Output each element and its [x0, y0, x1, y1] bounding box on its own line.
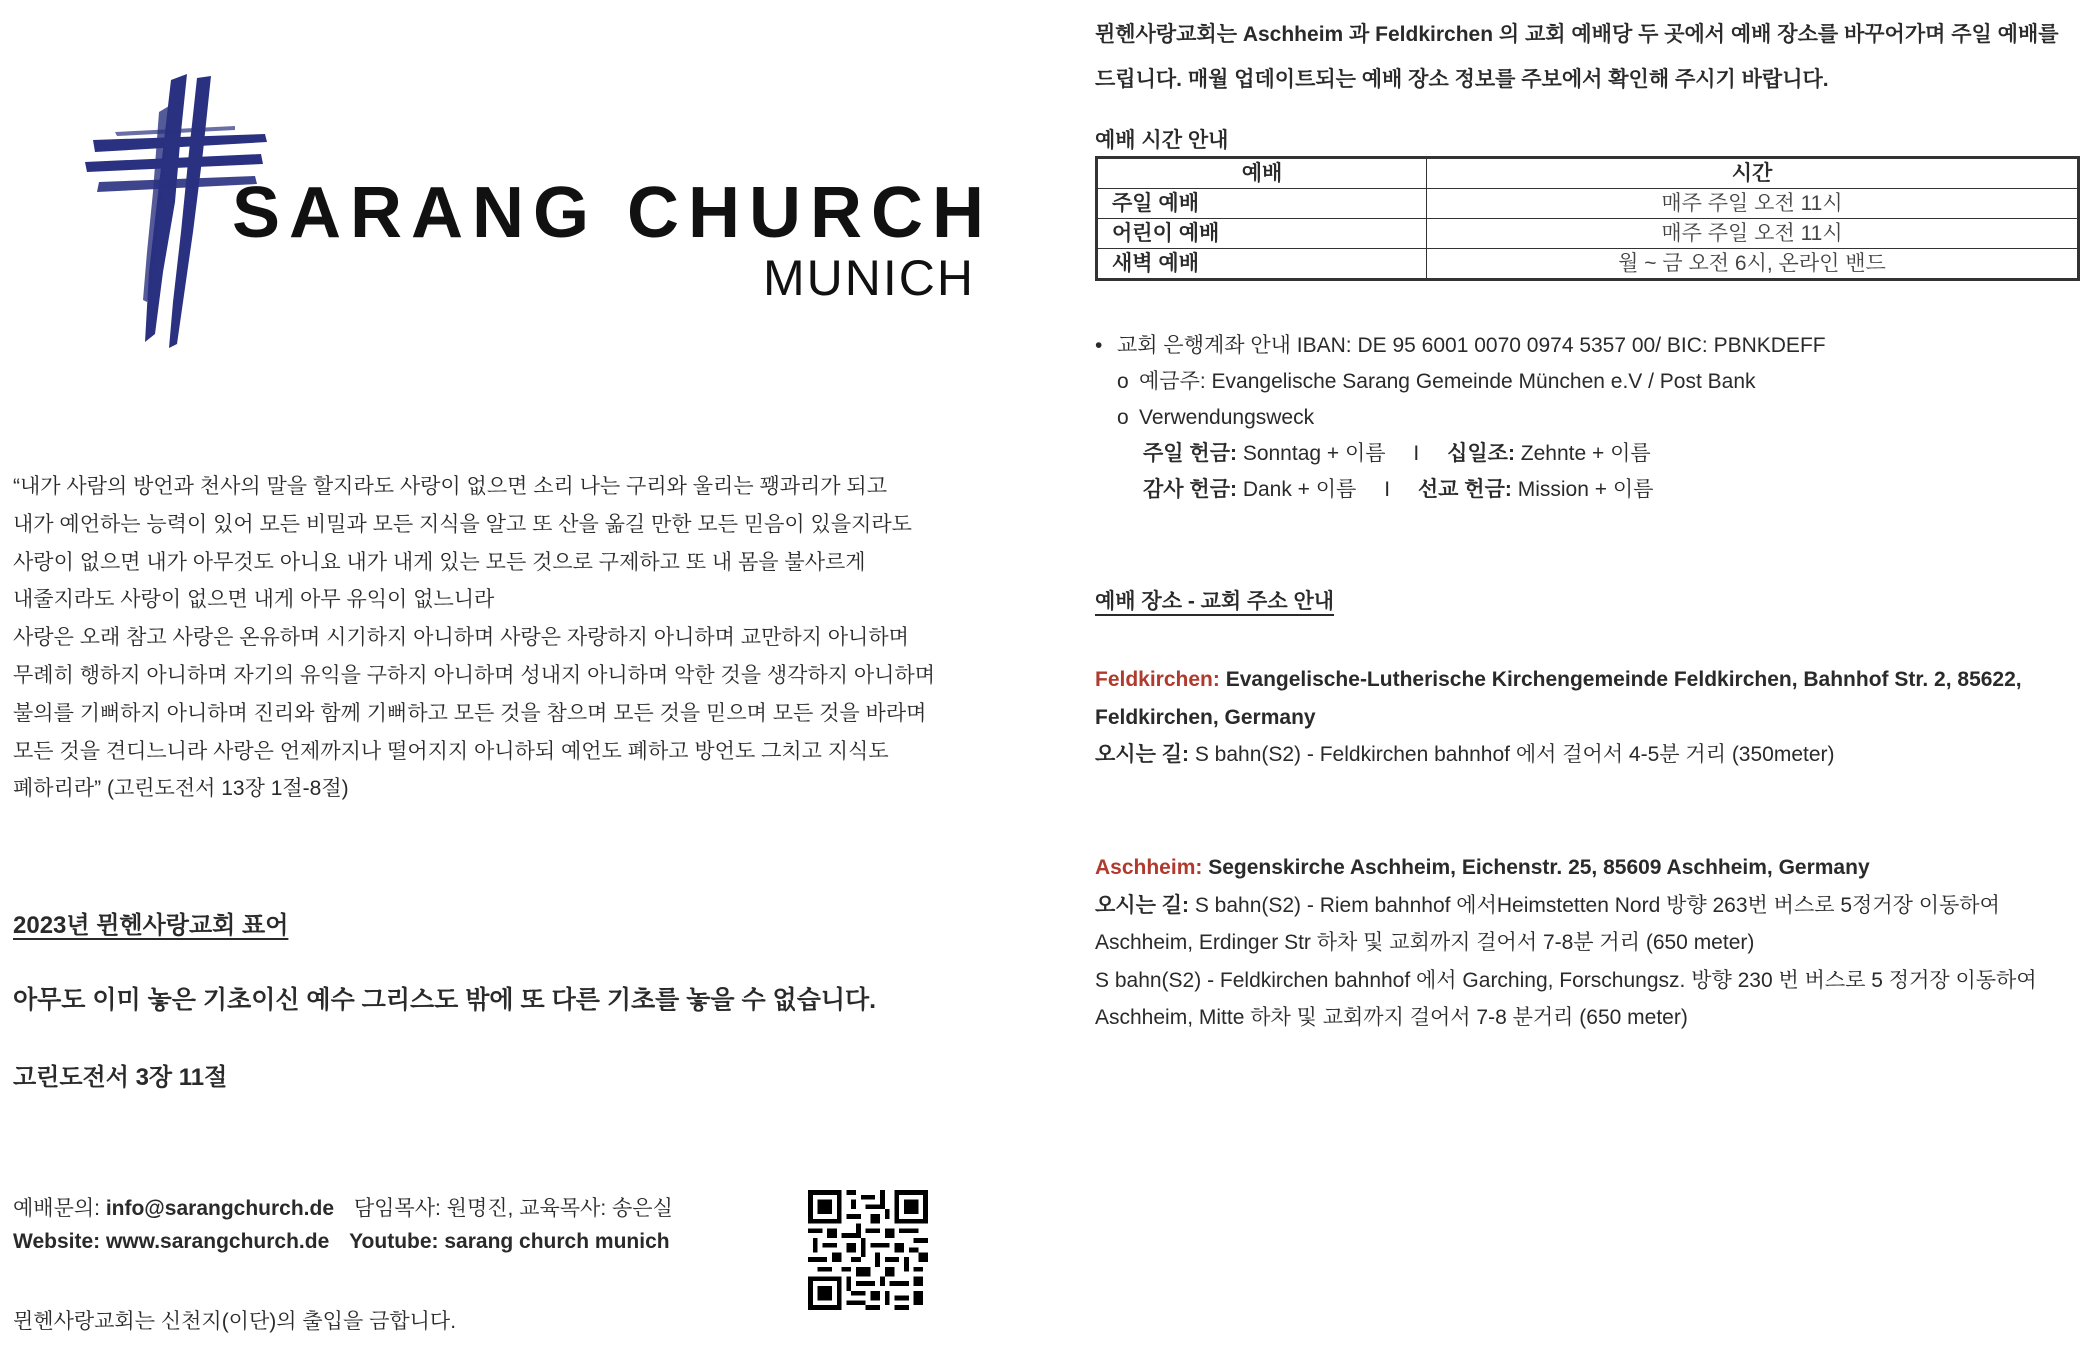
- service-name: 주일 예배: [1097, 189, 1427, 219]
- contact-line-2: [13, 1230, 670, 1254]
- logo-title: SARANG CHURCH: [232, 173, 993, 253]
- table-row: [1097, 249, 2079, 280]
- website-link[interactable]: www.sarangchurch.de: [105, 1230, 330, 1253]
- verse-line: 무례히 행하지 아니하며 자기의 유익을 구하지 아니하며 성내지 아니하며 악한 것을 생각하지 아니하며: [13, 663, 936, 687]
- offering-value: Zehnte + 이름: [1514, 442, 1651, 465]
- notice-text: 뮌헨사랑교회는 신천지(이단)의 출입을 금합니다.: [13, 1310, 457, 1333]
- location-address-cont: Feldkirchen, Germany: [1095, 705, 1316, 729]
- verse-line: 내줄지라도 사랑이 없으면 내게 아무 유익이 없느니라: [13, 588, 495, 612]
- bible-verse: [13, 468, 998, 808]
- motto-text: 아무도 이미 놓은 기초이신 예수 그리스도 밖에 또 다른 기초를 놓을 수 없습니다.: [13, 986, 877, 1014]
- table-row: [1097, 189, 2079, 219]
- contact-line-1: [13, 1192, 673, 1222]
- location-name: Feldkirchen:: [1095, 668, 1220, 691]
- intro-text: [1095, 12, 2085, 102]
- sub-bullet-icon: o: [1117, 370, 1129, 393]
- table-row: [1097, 219, 2079, 249]
- directions-label: 오시는 길:: [1095, 743, 1189, 766]
- offering-label: 십일조:: [1447, 442, 1515, 465]
- qr-code-icon[interactable]: [808, 1190, 928, 1310]
- address-line: [1095, 699, 2080, 737]
- location-feldkirchen: [1095, 661, 2080, 774]
- verse-line: 모든 것을 견디느니라 사랑은 언제까지나 떨어지지 아니하되 예언도 폐하고 방언도 그치고 지식도: [13, 739, 889, 763]
- directions-line: Aschheim, Mitte 하차 및 교회까지 걸어서 7-8 분거리 (650 meter): [1095, 1006, 1688, 1029]
- service-time: 매주 주일 오전 11시: [1427, 189, 2079, 219]
- bank-info: [1095, 328, 1826, 508]
- verse-line: 불의를 기뻐하지 아니하며 진리와 함께 기뻐하고 모든 것을 참으며 모든 것을 믿으며 모든 것을 바라며: [13, 701, 927, 725]
- intro-line: 드립니다. 매월 업데이트되는 예배 장소 정보를 주보에서 확인해 주시기 바랍니다.: [1095, 68, 1829, 91]
- church-logo: [85, 72, 993, 352]
- verse-line: 폐하리라” (고린도전서 13장 1절-8절): [13, 777, 349, 801]
- verse-line: “내가 사람의 방언과 천사의 말을 할지라도 사랑이 없으면 소리 나는 구리와 울리는 꽹과리가 되고: [13, 475, 887, 498]
- column-header-service: 예배: [1097, 158, 1427, 189]
- location-name: Aschheim:: [1095, 856, 1203, 879]
- bank-account-item: [1095, 328, 1826, 364]
- pastors-info: 담임목사: 원명진, 교육목사: 송은실: [353, 1197, 673, 1220]
- offering-label: 선교 헌금:: [1417, 478, 1512, 501]
- offering-value: Dank + 이름: [1236, 478, 1357, 501]
- location-heading: 예배 장소 - 교회 주소 안내: [1095, 590, 1335, 613]
- location-aschheim: [1095, 849, 2080, 1037]
- motto-title: 2023년 뮌헨사랑교회 표어: [13, 912, 289, 939]
- motto-reference: 고린도전서 3장 11절: [13, 1064, 228, 1091]
- separator: I: [1413, 442, 1420, 465]
- bank-holder-item: [1095, 364, 1826, 400]
- service-time: 매주 주일 오전 11시: [1427, 219, 2079, 249]
- logo-subtitle: MUNICH: [763, 250, 975, 306]
- intro-line: 뮌헨사랑교회는 Aschheim 과 Feldkirchen 의 교회 예배당 두 곳에서 예배 장소를 바꾸어가며 주일 예배를: [1095, 23, 2059, 46]
- verse-line: 내가 예언하는 능력이 있어 모든 비밀과 모든 지식을 알고 또 산을 옮길 만한 모든 믿음이 있을지라도: [13, 512, 912, 536]
- location-address: Segenskirche Aschheim, Eichenstr. 25, 85609 Aschheim, Germany: [1202, 856, 1870, 879]
- service-name: 어린이 예배: [1097, 219, 1427, 249]
- inquiry-label: 예배문의:: [13, 1197, 106, 1220]
- verse-line: 사랑은 오래 참고 사랑은 온유하며 시기하지 아니하며 사랑은 자랑하지 아니하며 교만하지 아니하며: [13, 626, 909, 650]
- bank-holder: 예금주: Evangelische Sarang Gemeinde München e.V / Post Bank: [1139, 370, 1756, 393]
- service-times-heading: 예배 시간 안내: [1095, 129, 1229, 152]
- column-header-time: 시간: [1427, 158, 2079, 189]
- website-label: Website:: [13, 1230, 106, 1253]
- service-time: 월 ~ 금 오전 6시, 온라인 밴드: [1427, 249, 2079, 280]
- offering-label: 감사 헌금:: [1143, 478, 1237, 501]
- youtube-link[interactable]: Youtube: sarang church munich: [349, 1230, 670, 1253]
- separator: I: [1384, 478, 1391, 501]
- directions-line: [1095, 887, 2080, 925]
- table-header-row: [1097, 158, 2079, 189]
- offering-row: [1095, 472, 1826, 508]
- location-address: Evangelische-Lutherische Kirchengemeinde Feldkirchen, Bahnhof Str. 2, 85622,: [1219, 668, 2022, 691]
- directions-line: S bahn(S2) - Feldkirchen bahnhof 에서 Garching, Forschungsz. 방향 230 번 버스로 5 정거장 이동하여: [1095, 968, 2037, 992]
- directions-text: S bahn(S2) - Riem bahnhof 에서Heimstetten Nord 방향 263번 버스로 5정거장 이동하여: [1188, 893, 2000, 917]
- directions-line: Aschheim, Erdinger Str 하차 및 교회까지 걸어서 7-8분 거리 (650 meter): [1095, 931, 1755, 954]
- address-line: [1095, 661, 2080, 699]
- offering-value: Mission + 이름: [1511, 478, 1654, 501]
- verse-line: 사랑이 없으면 내가 아무것도 아니요 내가 내게 있는 모든 것으로 구제하고 또 내 몸을 불사르게: [13, 550, 866, 574]
- offering-row: [1095, 436, 1826, 472]
- sub-bullet-icon: o: [1117, 406, 1129, 429]
- service-times-table: [1095, 156, 2080, 281]
- offering-label: 주일 헌금:: [1143, 442, 1237, 465]
- service-name: 새벽 예배: [1097, 249, 1427, 280]
- address-line: [1095, 849, 2080, 887]
- email-link[interactable]: info@sarangchurch.de: [105, 1197, 335, 1220]
- offering-value: Sonntag + 이름: [1236, 442, 1386, 465]
- bank-account: 교회 은행계좌 안내 IBAN: DE 95 6001 0070 0974 5357 00/ BIC: PBNKDEFF: [1117, 334, 1826, 357]
- directions-label: 오시는 길:: [1095, 893, 1189, 917]
- bullet-icon: •: [1095, 334, 1103, 357]
- bank-purpose-item: [1095, 400, 1826, 436]
- directions-line: [1095, 736, 2080, 774]
- bank-purpose: Verwendungsweck: [1139, 406, 1315, 429]
- directions-text: S bahn(S2) - Feldkirchen bahnhof 에서 걸어서 4-5분 거리 (350meter): [1188, 743, 1835, 766]
